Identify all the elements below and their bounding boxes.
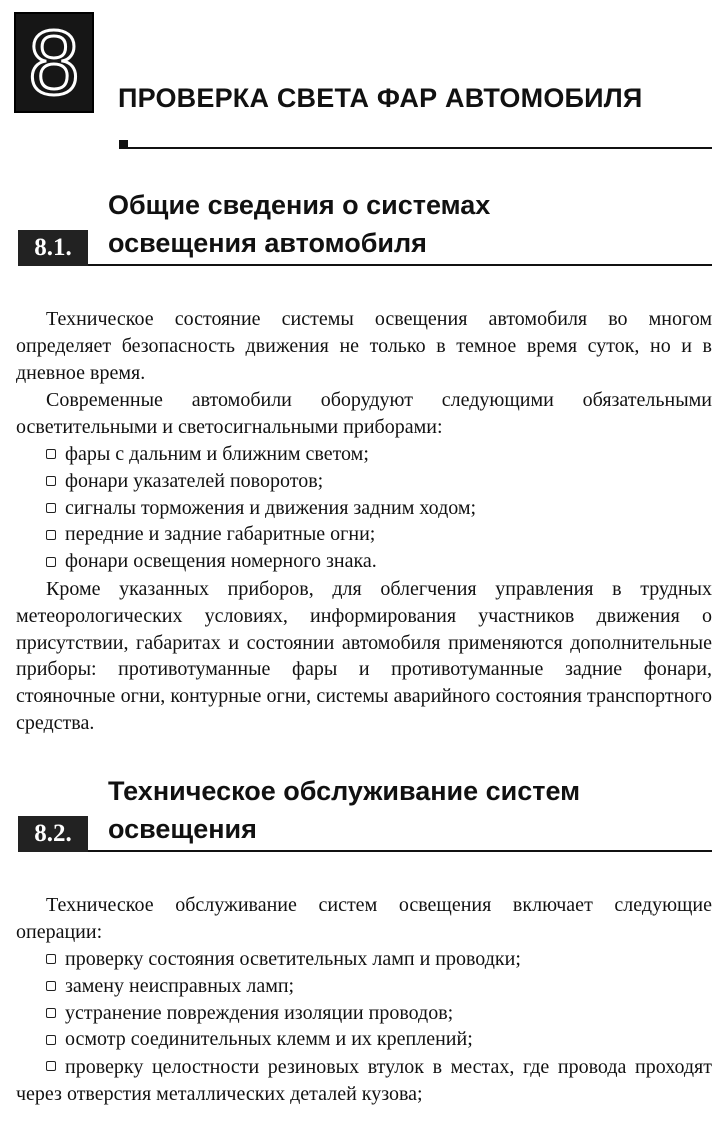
section-8-1-heading — [18, 186, 712, 272]
list-item-text: осмотр соединительных клемм и их креплений; — [65, 1028, 473, 1051]
section-8-1-paragraph-3: Кроме указанных приборов, для облегчения управления в трудных метеорологических условиях, информирования участников движения о присутствии, габаритах и состоянии автомобиля применяются дополнительные приборы: противотуманные фары и противотуманные задние фонари, стояночные огни, контурные огни, системы аварийного состояния транспортного средства. — [16, 578, 712, 734]
section-8-1-number: 8.1. — [18, 230, 88, 266]
list-item — [46, 521, 476, 548]
section-8-1-title — [108, 186, 490, 262]
checkbox-bullet-icon — [46, 503, 56, 513]
section-8-1-equipment-list — [46, 441, 476, 575]
section-8-2-paragraph-1: Техническое обслуживание систем освещения включает следующие операции: — [16, 894, 712, 943]
section-8-1-rule — [88, 264, 712, 266]
checkbox-bullet-icon — [46, 530, 56, 540]
list-item-text: фонари указателей поворотов; — [65, 469, 324, 492]
section-8-2-heading — [18, 772, 712, 858]
list-item-text: замену неисправных ламп; — [65, 974, 295, 997]
list-item-text: фары с дальним и ближним светом; — [65, 443, 369, 465]
list-item-text: сигналы торможения и движения задним ходом; — [65, 496, 477, 519]
list-item — [46, 495, 476, 522]
list-item — [46, 973, 521, 1000]
checkbox-bullet-icon — [46, 476, 56, 486]
checkbox-bullet-icon — [46, 557, 56, 567]
section-8-2-title-line2: освещения — [108, 814, 257, 844]
section-8-1-paragraph-1: Техническое состояние системы освещения автомобиля во многом определяет безопасность движения не только в темное время суток, но и в дневное время. — [16, 308, 712, 384]
list-item-text: проверку целостности резиновых втулок в местах, где провода проходят через отверстия металлических деталей кузова; — [16, 1056, 712, 1105]
section-8-2-title — [108, 772, 580, 848]
list-item-text: устранение повреждения изоляции проводов; — [65, 1001, 454, 1024]
section-8-2-rule — [88, 850, 712, 852]
checkbox-bullet-icon — [46, 981, 56, 991]
list-item-text: проверку состояния осветительных ламп и проводки; — [65, 948, 521, 970]
section-8-2-title-line1: Техническое обслуживание систем — [108, 776, 581, 806]
chapter-number-box — [14, 12, 94, 113]
list-item-text: фонари освещения номерного знака. — [65, 550, 377, 573]
section-8-1-title-line2: освещения автомобиля — [108, 228, 427, 258]
list-item — [46, 946, 521, 973]
section-8-2-number: 8.2. — [18, 816, 88, 852]
list-item — [46, 1000, 521, 1027]
list-item-text: передние и задние габаритные огни; — [65, 523, 376, 546]
checkbox-bullet-icon — [46, 1061, 56, 1071]
list-item — [46, 441, 476, 468]
chapter-rule — [128, 147, 712, 149]
chapter-number: 8 — [28, 11, 80, 114]
list-item — [46, 1026, 521, 1053]
list-item — [46, 548, 476, 575]
chapter-rule-marker — [119, 140, 128, 149]
checkbox-bullet-icon — [46, 449, 56, 459]
list-item — [16, 1054, 712, 1108]
checkbox-bullet-icon — [46, 1008, 56, 1018]
list-item — [46, 468, 476, 495]
section-8-1-title-line1: Общие сведения о системах — [108, 190, 491, 220]
section-8-2-operations-list — [46, 946, 521, 1053]
checkbox-bullet-icon — [46, 954, 56, 964]
chapter-title: ПРОВЕРКА СВЕТА ФАР АВТОМОБИЛЯ — [118, 83, 643, 113]
checkbox-bullet-icon — [46, 1035, 56, 1045]
section-8-1-paragraph-2: Современные автомобили оборудуют следующими обязательными осветительными и светосигнальными приборами: — [16, 389, 712, 438]
